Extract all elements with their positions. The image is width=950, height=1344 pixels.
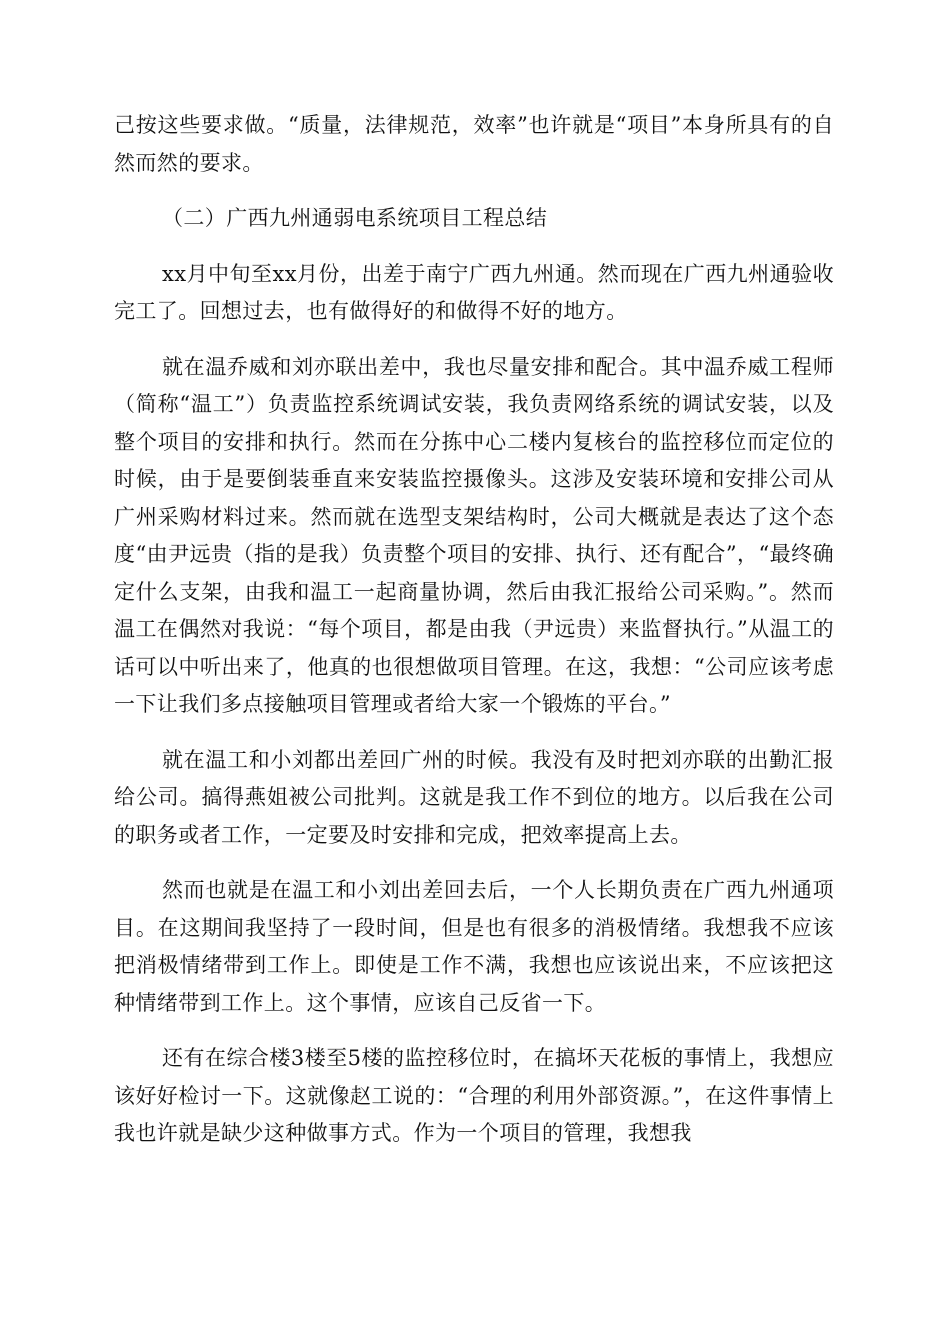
section-heading: （二）广西九州通弱电系统项目工程总结: [162, 206, 548, 230]
body-paragraph: 还有在综合楼3楼至5楼的监控移位时，在搞坏天花板的事情上，我想应该好好检讨一下。这就像赵工说的：“合理的利用外部资源。”，在这件事情上我也许就是缺少这种做事方式。作为一个项目的管理，我想我: [114, 1046, 834, 1145]
body-paragraph: xx月中旬至xx月份，出差于南宁广西九州通。然而现在广西九州通验收完工了。回想过去，也有做得好的和做得不好的地方。: [114, 261, 834, 323]
body-paragraph: 然而也就是在温工和小刘出差回去后，一个人长期负责在广西九州通项目。在这期间我坚持了一段时间，但是也有很多的消极情绪。我想我不应该把消极情绪带到工作上。即使是工作不满，我想也应该说出来，不应该把这种情绪带到工作上。这个事情，应该自己反省一下。: [114, 878, 834, 1015]
document-body: [114, 107, 834, 1171]
continuation-paragraph: 己按这些要求做。“质量，法律规范，效率”也许就是“项目”本身所具有的自然而然的要求。: [114, 113, 834, 175]
body-paragraph: 就在温工和小刘都出差回广州的时候。我没有及时把刘亦联的出勤汇报给公司。搞得燕姐被公司批判。这就是我工作不到位的地方。以后我在公司的职务或者工作，一定要及时安排和完成，把效率提高上去。: [114, 747, 834, 847]
body-paragraph: 就在温乔威和刘亦联出差中，我也尽量安排和配合。其中温乔威工程师（简称“温工”）负责监控系统调试安装，我负责网络系统的调试安装，以及整个项目的安排和执行。然而在分拣中心二楼内复核台的监控移位而定位的时候，由于是要倒装垂直来安装监控摄像头。这涉及安装环境和安排公司从广州采购材料过来。然而就在选型支架结构时，公司大概就是表达了这个态度“由尹远贵（指的是我）负责整个项目的安排、执行、还有配合”，“最终确定什么支架，由我和温工一起商量协调，然后由我汇报给公司采购。”。然而温工在偶然对我说：“每个项目，都是由我（尹远贵）来监督执行。”从温工的话可以中听出来了，他真的也很想做项目管理。在这，我想：“公司应该考虑一下让我们多点接触项目管理或者给大家一个锻炼的平台。”: [114, 354, 834, 716]
